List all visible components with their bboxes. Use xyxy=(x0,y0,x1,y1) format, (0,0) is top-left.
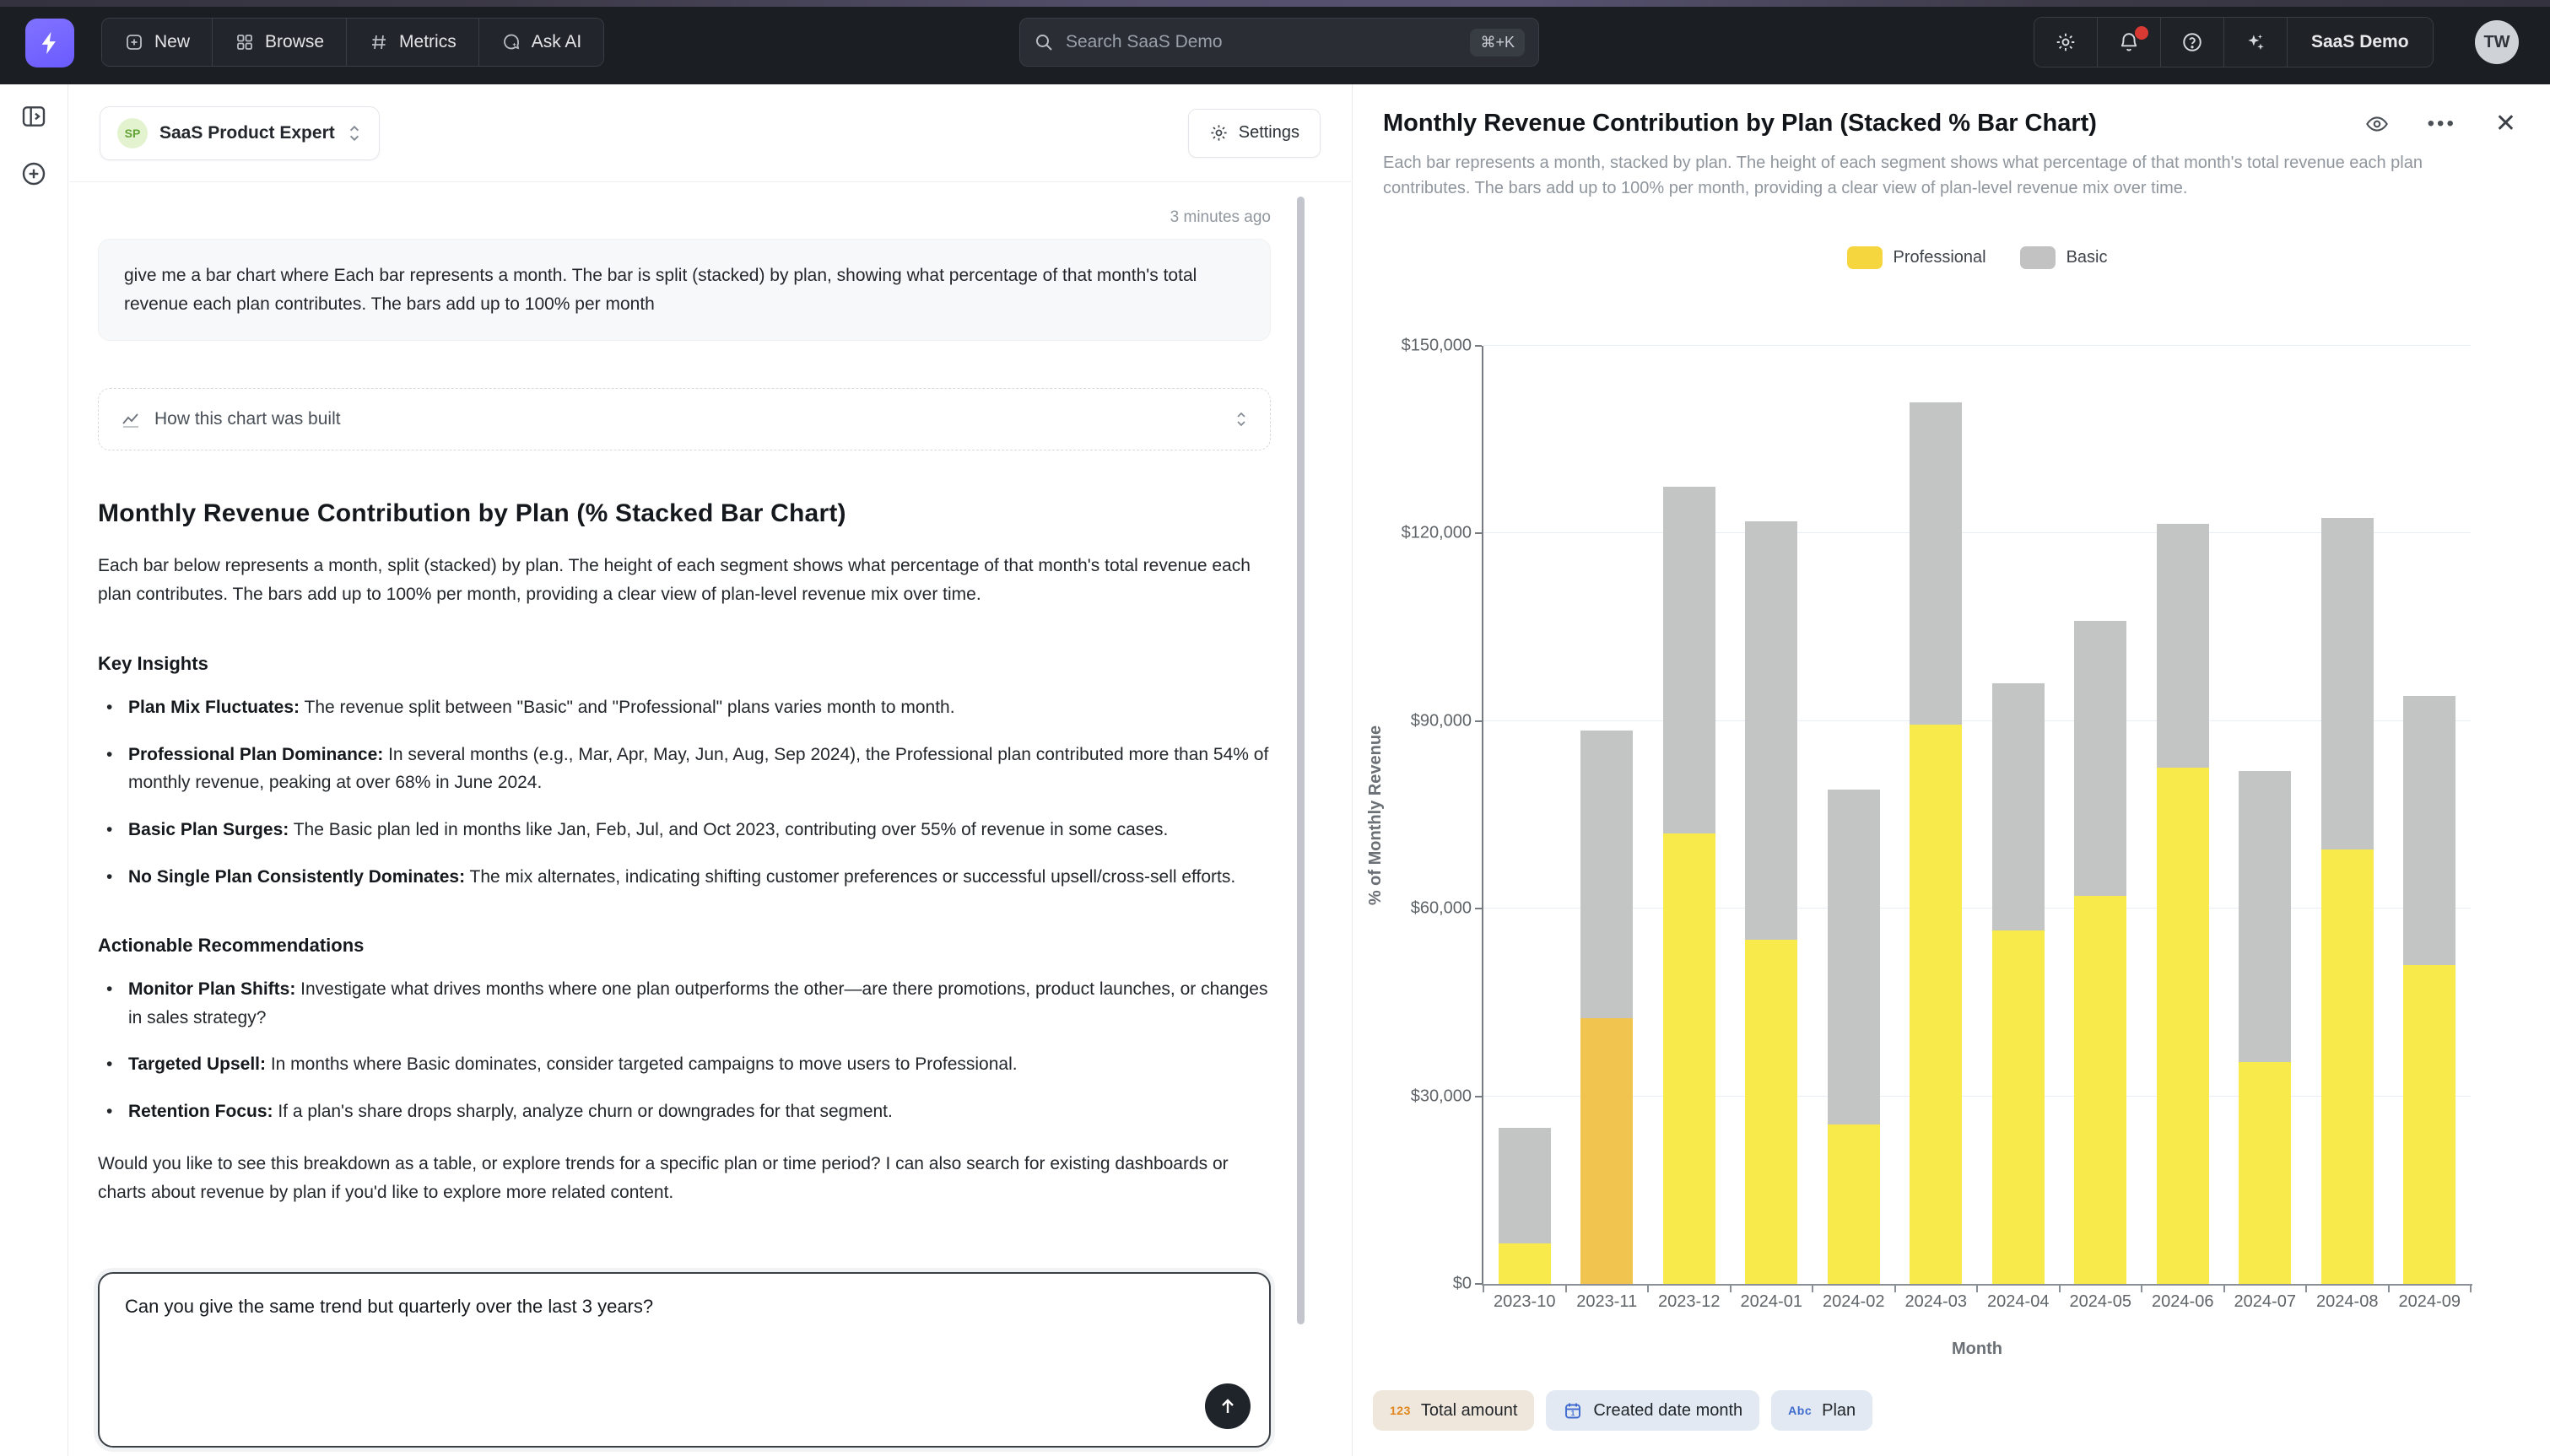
y-axis-tick xyxy=(1475,345,1482,347)
chart-panel xyxy=(1352,84,2550,1456)
bar-professional-2024-08[interactable] xyxy=(2321,849,2374,1284)
chat-header xyxy=(69,84,1351,182)
message-timestamp: 3 minutes ago xyxy=(1170,208,1271,226)
help-button[interactable] xyxy=(2161,18,2224,67)
list-item: • Basic Plan Surges: The Basic plan led in months like Jan, Feb, Jul, and Oct 2023, contributing over 55% of revenue in some cases. xyxy=(98,816,1271,844)
x-tick-label: 2024-05 xyxy=(2069,1292,2131,1311)
nav-item-label: Ask AI xyxy=(531,32,582,51)
y-axis-title: % of Monthly Revenue xyxy=(1366,725,1386,905)
nav-item-label: Metrics xyxy=(399,32,457,51)
field-tag-created-date-month[interactable] xyxy=(1546,1390,1759,1431)
field-tag-label: Created date month xyxy=(1593,1400,1743,1420)
plus-square-icon xyxy=(124,32,144,52)
bar-basic-2024-03[interactable] xyxy=(1910,402,1962,725)
x-tick-label: 2024-08 xyxy=(2316,1292,2379,1311)
field-tag-total-amount[interactable] xyxy=(1373,1390,1534,1431)
notification-dot xyxy=(2135,26,2148,40)
nav-item-label: New xyxy=(154,32,191,51)
chat-panel xyxy=(69,84,1351,1456)
key-insights-title: Key Insights xyxy=(98,653,208,675)
nav-item-browse[interactable] xyxy=(213,19,347,66)
key-insights-list xyxy=(98,693,1271,891)
bar-basic-2024-04[interactable] xyxy=(1992,683,2045,930)
x-tick-label: 2023-11 xyxy=(1576,1292,1638,1311)
chart-trend-icon xyxy=(121,409,141,429)
chart-title: Monthly Revenue Contribution by Plan (Stacked % Bar Chart) xyxy=(1383,110,2097,137)
x-tick-label: 2024-04 xyxy=(1987,1292,2050,1311)
x-axis-title: Month xyxy=(1952,1340,2002,1358)
list-item: • No Single Plan Consistently Dominates: The mix alternates, indicating shifting customer preferences or successful upsell/cross-sell efforts. xyxy=(98,863,1271,892)
message-input-value: Can you give the same trend but quarterly over the last 3 years? xyxy=(125,1296,654,1317)
field-tag-label: Plan xyxy=(1822,1400,1856,1420)
settings-button[interactable] xyxy=(1188,109,1321,158)
chevron-selector-icon xyxy=(347,124,362,143)
x-tick-label: 2024-03 xyxy=(1904,1292,1967,1311)
settings-label: Settings xyxy=(1238,123,1299,142)
x-axis-tick xyxy=(1483,1286,1484,1292)
x-tick-label: 2023-10 xyxy=(1494,1292,1556,1311)
x-axis-tick xyxy=(2470,1286,2472,1292)
send-button[interactable] xyxy=(1205,1383,1251,1429)
x-axis-tick xyxy=(1976,1286,1978,1292)
bar-professional-2024-01[interactable] xyxy=(1745,940,1797,1284)
field-tags xyxy=(1373,1390,1872,1431)
bar-basic-2024-07[interactable] xyxy=(2239,771,2291,1062)
bar-professional-2023-10[interactable] xyxy=(1499,1243,1551,1284)
bar-basic-2023-12[interactable] xyxy=(1663,487,1715,833)
legend-label: Professional xyxy=(1893,248,1986,267)
legend-label: Basic xyxy=(2066,248,2108,267)
bar-basic-2024-05[interactable] xyxy=(2074,621,2126,896)
x-axis-line xyxy=(1482,1284,2472,1286)
x-tick-label: 2024-01 xyxy=(1740,1292,1802,1311)
x-axis-tick xyxy=(2388,1286,2390,1292)
chart-legend xyxy=(1483,246,2471,269)
search-icon xyxy=(1034,32,1054,52)
user-message: give me a bar chart where Each bar represents a month. The bar is split (stacked) by plan, showing what percentage of that month's total revenue each plan contributes. The bars add up to 100% per month xyxy=(98,239,1271,341)
agent-avatar: SP xyxy=(117,118,148,148)
collapse-sidebar-icon[interactable] xyxy=(20,103,47,130)
y-axis-tick xyxy=(1475,1096,1482,1097)
x-tick-label: 2024-09 xyxy=(2398,1292,2461,1311)
y-axis-tick xyxy=(1475,1283,1482,1285)
ai-button[interactable] xyxy=(2224,18,2288,67)
x-axis-tick xyxy=(2059,1286,2061,1292)
search-shortcut-badge: ⌘+K xyxy=(1470,29,1525,57)
lightning-bolt-icon xyxy=(37,30,62,56)
how-chart-built-label: How this chart was built xyxy=(154,409,341,429)
user-avatar[interactable]: TW xyxy=(2475,20,2519,64)
x-tick-label: 2024-02 xyxy=(1823,1292,1885,1311)
chart-actions xyxy=(2365,111,2516,137)
sparkles-icon xyxy=(2245,31,2266,53)
bar-professional-2024-02[interactable] xyxy=(1828,1124,1880,1284)
x-axis-tick xyxy=(1647,1286,1649,1292)
app-logo[interactable] xyxy=(25,19,74,67)
agent-name: SaaS Product Expert xyxy=(159,122,335,143)
left-rail xyxy=(0,84,68,1456)
x-axis-tick xyxy=(2305,1286,2307,1292)
response-heading: Monthly Revenue Contribution by Plan (% Stacked Bar Chart) xyxy=(98,499,846,528)
number-123-icon: 123 xyxy=(1390,1404,1411,1417)
svg-text:1: 1 xyxy=(1571,1410,1575,1417)
bar-basic-2023-11[interactable] xyxy=(1580,731,1633,1018)
recommendations-list xyxy=(98,975,1271,1125)
legend-item-basic[interactable] xyxy=(2020,246,2108,269)
main-nav xyxy=(101,18,604,67)
y-tick-label: $90,000 xyxy=(1410,711,1472,731)
response-closing: Would you like to see this breakdown as a table, or explore trends for a specific plan or time period? I can also search for existing dashboards or charts about revenue by plan if you'd like to explore more related content. xyxy=(98,1153,1229,1202)
bar-professional-2024-03[interactable] xyxy=(1910,725,1962,1284)
gridline xyxy=(1483,345,2471,346)
list-item: • Professional Plan Dominance: In several months (e.g., Mar, Apr, May, Jun, Aug, Sep 2024), the Professional plan contributed more than 54% of monthly revenue, peaking at over 68% in June 2024. xyxy=(98,741,1271,797)
eye-icon[interactable] xyxy=(2365,112,2389,136)
bar-professional-2024-07[interactable] xyxy=(2239,1062,2291,1284)
more-options-icon[interactable]: ••• xyxy=(2427,112,2456,135)
x-axis-tick xyxy=(1894,1286,1896,1292)
settings-button[interactable] xyxy=(2034,18,2098,67)
list-item: • Plan Mix Fluctuates: The revenue split between "Basic" and "Professional" plans varies month to month. xyxy=(98,693,1271,722)
x-axis-tick xyxy=(1730,1286,1732,1292)
response-intro: Each bar below represents a month, split (stacked) by plan. The height of each segment shows what percentage of that month's total revenue each plan contributes. The bars add up to 100% per month, providing a clear view of plan-level revenue mix over time. xyxy=(98,556,1251,605)
x-axis-tick xyxy=(2223,1286,2225,1292)
chat-scrollbar[interactable] xyxy=(1297,197,1305,1324)
bar-basic-2024-06[interactable] xyxy=(2157,524,2209,768)
y-tick-label: $60,000 xyxy=(1410,898,1472,918)
search-input[interactable] xyxy=(1019,18,1539,67)
message-input[interactable] xyxy=(98,1272,1271,1448)
x-tick-label: 2024-07 xyxy=(2234,1292,2296,1311)
nav-item-new[interactable] xyxy=(102,19,213,66)
x-tick-label: 2023-12 xyxy=(1658,1292,1721,1311)
bar-professional-2024-09[interactable] xyxy=(2403,965,2455,1284)
chevron-selector-icon xyxy=(1234,411,1248,428)
close-icon[interactable]: ✕ xyxy=(2494,110,2516,138)
help-icon xyxy=(2181,31,2203,53)
legend-item-professional[interactable] xyxy=(1847,246,1986,269)
notifications-button[interactable] xyxy=(2098,18,2161,67)
bar-professional-2024-05[interactable] xyxy=(2074,896,2126,1284)
window-top-strip xyxy=(0,0,2550,7)
y-tick-label: $120,000 xyxy=(1401,523,1472,542)
bar-professional-2023-12[interactable] xyxy=(1663,833,1715,1284)
list-item: • Retention Focus: If a plan's share drops sharply, analyze churn or downgrades for that segment. xyxy=(98,1097,1271,1126)
nav-item-label: Browse xyxy=(265,32,325,51)
y-axis-line xyxy=(1482,346,1483,1284)
text-abc-icon: Abc xyxy=(1788,1404,1813,1417)
list-item: • Monitor Plan Shifts: Investigate what drives months where one plan outperforms the other—are there promotions, product launches, or changes in sales strategy? xyxy=(98,975,1271,1032)
hash-icon xyxy=(369,32,389,52)
recommendations-title: Actionable Recommendations xyxy=(98,935,365,957)
topbar-actions xyxy=(2034,17,2434,67)
y-axis-tick xyxy=(1475,532,1482,534)
x-axis-tick xyxy=(2141,1286,2142,1292)
bar-basic-2024-09[interactable] xyxy=(2403,696,2455,965)
field-tag-plan[interactable] xyxy=(1771,1390,1872,1431)
y-tick-label: $0 xyxy=(1452,1274,1472,1293)
calendar-icon xyxy=(1563,1400,1583,1421)
how-chart-built-toggle[interactable] xyxy=(98,388,1271,450)
gear-icon xyxy=(2055,31,2077,53)
y-axis-tick xyxy=(1475,720,1482,722)
chat-sparkle-icon xyxy=(501,32,521,52)
new-thread-icon[interactable] xyxy=(20,160,47,187)
bar-professional-2023-11[interactable] xyxy=(1580,1018,1633,1284)
nav-item-ask-ai[interactable] xyxy=(479,19,604,66)
bar-basic-2024-01[interactable] xyxy=(1745,521,1797,941)
list-item: • Targeted Upsell: In months where Basic dominates, consider targeted campaigns to move users to Professional. xyxy=(98,1050,1271,1079)
bar-basic-2024-02[interactable] xyxy=(1828,790,1880,1124)
topbar xyxy=(0,0,2550,84)
y-axis-tick xyxy=(1475,908,1482,909)
bar-basic-2023-10[interactable] xyxy=(1499,1128,1551,1243)
legend-swatch xyxy=(1847,246,1883,269)
chart-description: Each bar represents a month, stacked by plan. The height of each segment shows what percentage of that month's total revenue each plan contributes. The bars add up to 100% per month, providing a clear view of plan-level revenue mix over time. xyxy=(1383,154,2423,197)
stacked-bar-chart xyxy=(1401,336,2471,1311)
gear-icon xyxy=(1209,123,1229,143)
assistant-message xyxy=(98,499,1271,1206)
bar-basic-2024-08[interactable] xyxy=(2321,518,2374,849)
workspace-button[interactable] xyxy=(2288,18,2433,67)
x-axis-tick xyxy=(1565,1286,1567,1292)
grid-icon xyxy=(235,32,255,52)
y-tick-label: $150,000 xyxy=(1401,336,1472,355)
x-tick-label: 2024-06 xyxy=(2152,1292,2214,1311)
agent-selector[interactable] xyxy=(100,106,380,160)
x-axis-tick xyxy=(1812,1286,1813,1292)
chat-thread xyxy=(69,183,1351,1456)
arrow-up-icon xyxy=(1218,1396,1238,1416)
search-placeholder: Search SaaS Demo xyxy=(1066,32,1223,51)
nav-item-metrics[interactable] xyxy=(347,19,479,66)
bar-professional-2024-04[interactable] xyxy=(1992,930,2045,1284)
y-tick-label: $30,000 xyxy=(1410,1087,1472,1106)
legend-swatch xyxy=(2020,246,2056,269)
field-tag-label: Total amount xyxy=(1420,1400,1518,1420)
workspace-name: SaaS Demo xyxy=(2311,32,2409,51)
bar-professional-2024-06[interactable] xyxy=(2157,768,2209,1284)
